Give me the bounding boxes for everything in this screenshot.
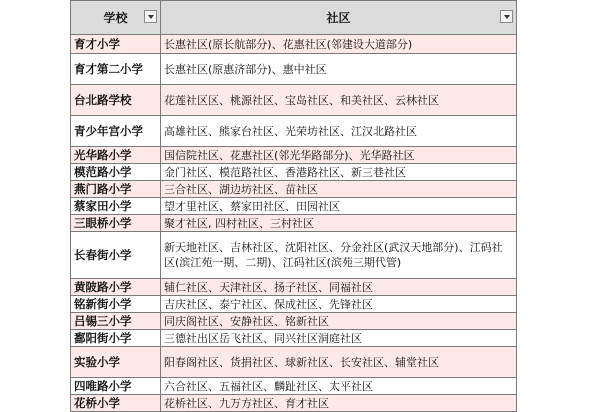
header-community-label: 社区 — [326, 11, 351, 25]
table-row — [71, 232, 517, 279]
table-row — [71, 198, 517, 215]
table-row — [71, 85, 517, 116]
table-row — [71, 147, 517, 164]
header-row — [71, 1, 517, 35]
school-cell[interactable]: 铭新街小学 — [71, 296, 161, 313]
chevron-down-icon — [504, 15, 510, 19]
filter-dropdown-school[interactable] — [144, 10, 157, 23]
table-row — [71, 347, 517, 378]
table-row — [71, 116, 517, 147]
table-row — [71, 54, 517, 85]
school-cell[interactable]: 鄱阳街小学 — [71, 330, 161, 347]
community-cell[interactable]: 花莲社区区、桃源社区、宝岛社区、和美社区、云林社区 — [161, 85, 517, 116]
school-district-table — [70, 0, 517, 412]
table-row — [71, 330, 517, 347]
table-row — [71, 181, 517, 198]
school-cell[interactable]: 三眼桥小学 — [71, 215, 161, 232]
table-row — [71, 35, 517, 54]
community-cell[interactable]: 三德社出区岳飞社区、同兴社区洞庭社区 — [161, 330, 517, 347]
table-row — [71, 313, 517, 330]
school-cell[interactable]: 育才第二小学 — [71, 54, 161, 85]
community-cell[interactable]: 金门社区、模范路社区、香港路社区、新三巷社区 — [161, 164, 517, 181]
school-cell[interactable]: 长春街小学 — [71, 232, 161, 279]
community-cell[interactable]: 长惠社区(原长航部分)、花惠社区(邻建设大道部分) — [161, 35, 517, 54]
community-cell[interactable]: 高雄社区、熊家台社区、光荣坊社区、江汉北路社区 — [161, 116, 517, 147]
community-cell[interactable]: 三合社区、湖边坊社区、苗社区 — [161, 181, 517, 198]
community-cell[interactable]: 辅仁社区、天津社区、扬子社区、同福社区 — [161, 279, 517, 296]
community-cell[interactable]: 吉庆社区、泰宁社区、保成社区、先锋社区 — [161, 296, 517, 313]
header-school-label: 学校 — [103, 11, 128, 25]
table-row — [71, 395, 517, 412]
chevron-down-icon — [148, 15, 154, 19]
school-cell[interactable]: 光华路小学 — [71, 147, 161, 164]
school-cell[interactable]: 模范路小学 — [71, 164, 161, 181]
school-cell[interactable]: 吕锡三小学 — [71, 313, 161, 330]
school-cell[interactable]: 实验小学 — [71, 347, 161, 378]
school-cell[interactable]: 燕门路小学 — [71, 181, 161, 198]
community-cell[interactable]: 六合社区、五福社区、麟趾社区、太平社区 — [161, 378, 517, 395]
community-cell[interactable]: 聚才社区, 四村社区、三村社区 — [161, 215, 517, 232]
header-school — [71, 1, 161, 35]
community-cell[interactable]: 新天地社区、吉林社区、沈阳社区、分金社区(武汉天地部分)、江码社区(滨江苑一期、二期)、江码社区(滨苑三期代管) — [161, 232, 517, 279]
community-cell[interactable]: 国信院社区、花惠社区(邻光华路部分)、光华路社区 — [161, 147, 517, 164]
school-cell[interactable]: 黄陂路小学 — [71, 279, 161, 296]
community-cell[interactable]: 同庆阁社区、安静社区、铭新社区 — [161, 313, 517, 330]
community-cell[interactable]: 长惠社区(原惠济部分)、惠中社区 — [161, 54, 517, 85]
community-cell[interactable]: 花桥社区、九万方社区、育才社区 — [161, 395, 517, 412]
header-community — [161, 1, 517, 35]
community-cell[interactable]: 阳春阁社区、货捐社区、球新社区、长安社区、辅堂社区 — [161, 347, 517, 378]
table-row — [71, 296, 517, 313]
table-row — [71, 215, 517, 232]
filter-dropdown-community[interactable] — [500, 10, 513, 23]
table-row — [71, 279, 517, 296]
school-cell[interactable]: 育才小学 — [71, 35, 161, 54]
school-cell[interactable]: 蔡家田小学 — [71, 198, 161, 215]
spreadsheet-area — [70, 0, 516, 410]
table-row — [71, 164, 517, 181]
school-cell[interactable]: 四唯路小学 — [71, 378, 161, 395]
community-cell[interactable]: 望才里社区、蔡家田社区、田园社区 — [161, 198, 517, 215]
school-cell[interactable]: 花桥小学 — [71, 395, 161, 412]
school-cell[interactable]: 青少年宫小学 — [71, 116, 161, 147]
table-row — [71, 378, 517, 395]
school-cell[interactable]: 台北路学校 — [71, 85, 161, 116]
